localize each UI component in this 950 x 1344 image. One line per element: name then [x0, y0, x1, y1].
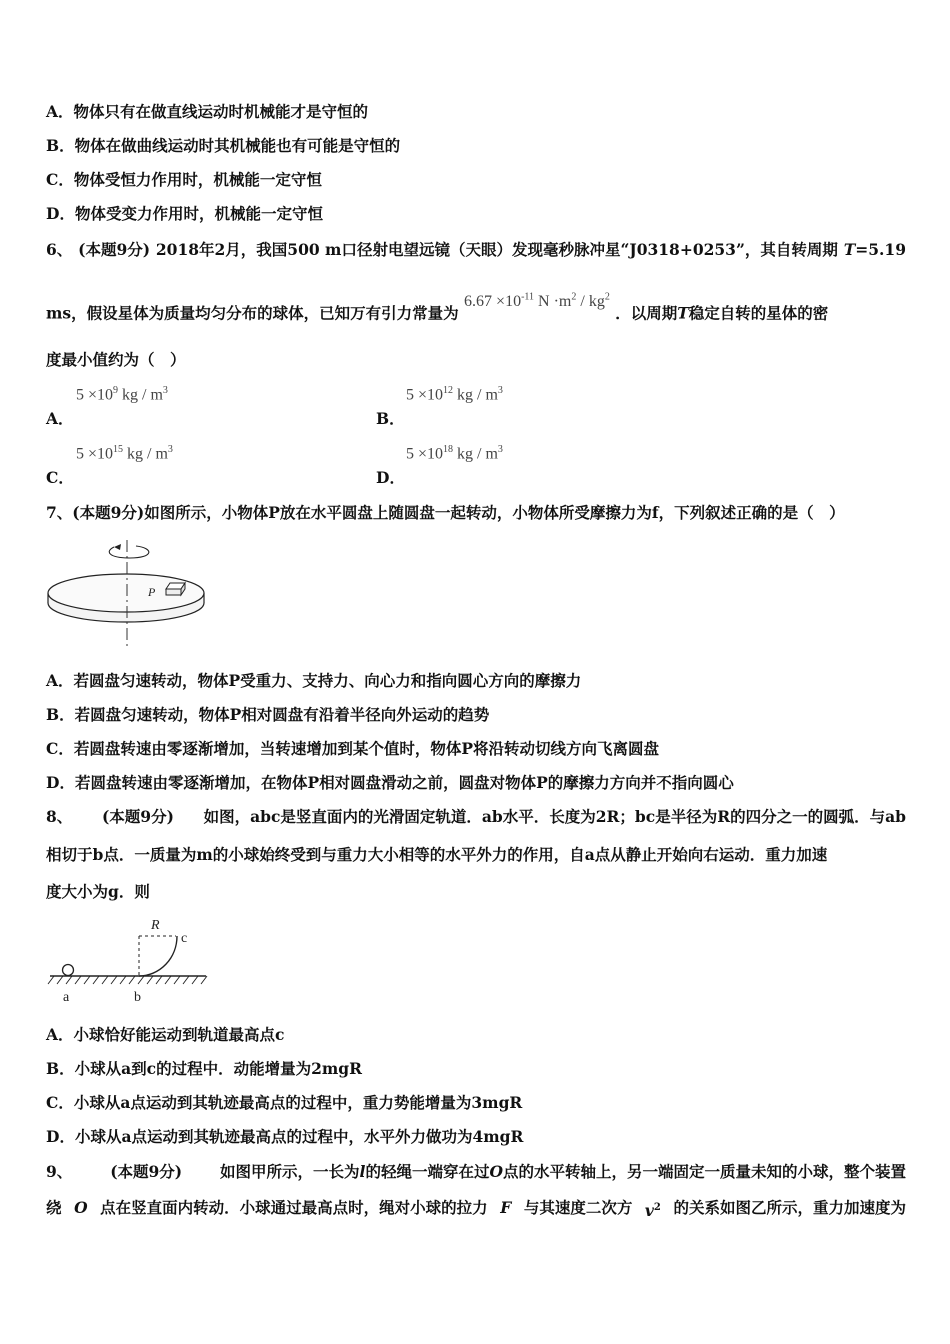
label-r: R [151, 918, 160, 933]
q6-stem-line1: 6、 (本题9分) 2018年2月，我国500 m口径射电望远镜（天眼）发现毫秒脉冲星“J0318+0253”，其自转周期 T=5.19 [46, 240, 906, 259]
q8-option-d[interactable]: D．小球从a点运动到其轨迹最高点的过程中，水平外力做功为4mgR [46, 1127, 524, 1146]
q7-option-b[interactable]: B．若圆盘匀速转动，物体P相对圆盘有沿着半径向外运动的趋势 [46, 705, 490, 724]
q5-option-c[interactable]: C．物体受恒力作用时，机械能一定守恒 [46, 170, 322, 189]
q8-stem-line1: 8、 (本题9分) 如图，abc是竖直面内的光滑固定轨道．ab水平．长度为2R；bc是半径为R的四分之一的圆弧．与ab [46, 807, 906, 826]
rotating-disc-figure [44, 538, 214, 653]
ground-hatching [48, 976, 207, 984]
q6-stem-line3: 度最小值约为（ ） [46, 350, 186, 369]
q7-option-c[interactable]: C．若圆盘转速由零逐渐增加，当转速增加到某个值时，物体P将沿转动切线方向飞离圆盘 [46, 739, 660, 758]
block-p [166, 583, 185, 595]
q8-stem-line2: 相切于b点．一质量为m的小球始终受到与重力大小相等的水平外力的作用，自a点从静止开始向右运动．重力加速 [46, 845, 828, 864]
q5-option-a[interactable]: A．物体只有在做直线运动时机械能才是守恒的 [46, 102, 369, 121]
gravitational-constant: $6.67 \times 10^{-11}$ $N \cdot m^2 / kg^2$ [464, 292, 610, 311]
q6-number: 6、 [46, 240, 73, 259]
track-figure [46, 908, 216, 1008]
rotation-arrow-icon [109, 546, 149, 558]
q8-stem-line3: 度大小为g．则 [46, 882, 150, 901]
q7-option-a[interactable]: A．若圆盘匀速转动，物体P受重力、支持力、向心力和指向圆心方向的摩擦力 [46, 671, 582, 690]
q6-header: (本题9分) [78, 240, 151, 259]
q5-option-b[interactable]: B．物体在做曲线运动时其机械能也有可能是守恒的 [46, 136, 401, 155]
q7-option-d[interactable]: D．若圆盘转速由零逐渐增加，在物体P相对圆盘滑动之前，圆盘对物体P的摩擦力方向并不指向圆心 [46, 773, 734, 792]
q6-stem-line2: ms，假设星体为质量均匀分布的球体，已知万有引力常量为 $6.67 \times 10^{-11}$ $N \cdot m^2 / kg^2$ ．以周期T稳定自转的星体的密 [46, 292, 829, 323]
label-a: a [63, 990, 70, 1005]
q9-stem-line2: 绕 O 点在竖直面内转动．小球通过最高点时，绳对小球的拉力 F 与其速度二次方 $v^2$ 的关系如图乙所示，重力加速度为 [46, 1198, 906, 1221]
q5-option-d[interactable]: D．物体受变力作用时，机械能一定守恒 [46, 204, 323, 223]
q7-stem: 7、(本题9分)如图所示，小物体P放在水平圆盘上随圆盘一起转动，小物体所受摩擦力为f，下列叙述正确的是（ ） [46, 503, 845, 522]
q8-option-a[interactable]: A．小球恰好能运动到轨道最高点c [46, 1025, 285, 1044]
quarter-arc [139, 936, 177, 976]
q8-option-c[interactable]: C．小球从a点运动到其轨迹最高点的过程中，重力势能增量为3mgR [46, 1093, 523, 1112]
q9-stem-line1: 9、 (本题9分) 如图甲所示，一长为l的轻绳一端穿在过O点的水平转轴上，另一端固定一质量未知的小球，整个装置 [46, 1162, 906, 1181]
q8-option-b[interactable]: B．小球从a到c的过程中．动能增量为2mgR [46, 1059, 362, 1078]
label-b: b [134, 990, 141, 1005]
label-p: P [148, 585, 156, 599]
label-c: c [181, 931, 188, 946]
ball [63, 965, 74, 976]
